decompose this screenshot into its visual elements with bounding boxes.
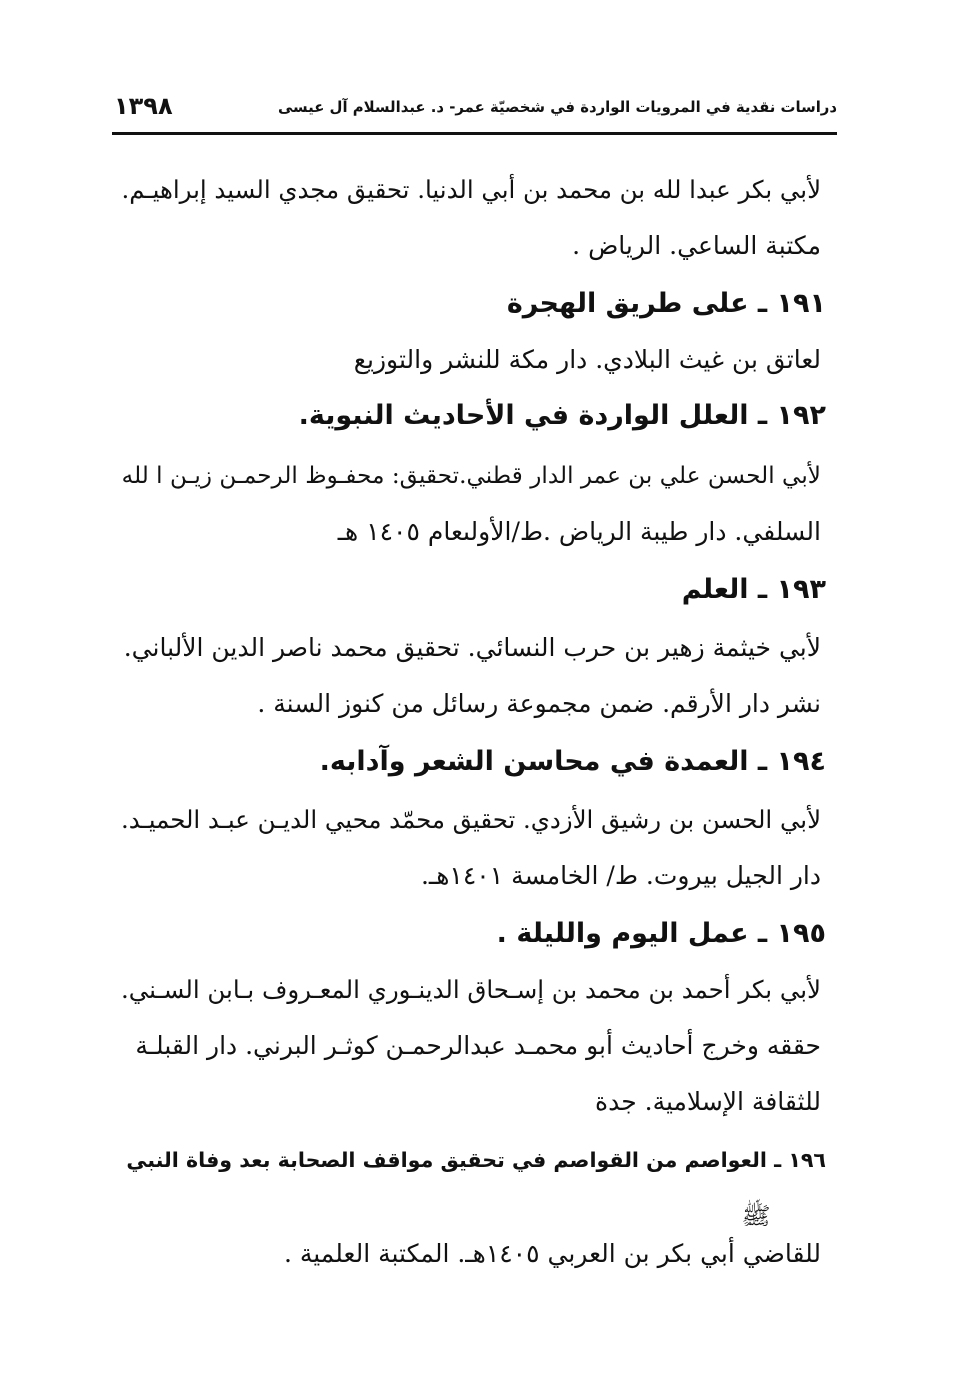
entry-190-author: لأبي بكر عبدا لله بن محمد بن أبي الدنيا. تحقيق مجدي السيد إبراهيـم.	[121, 175, 821, 204]
running-title: دراسات نقدية في المرويات الواردة في شخصيّة عمر- د. عبدالسلام آل عيسى	[277, 98, 837, 116]
entry-194-title: ١٩٤ ـ العمدة في محاسن الشعر وآدابه.	[319, 746, 826, 777]
page-number: ١٣٩٨	[114, 92, 173, 120]
entry-196-author: للقاضي أبي بكر بن العربي ١٤٠٥هـ. المكتبة العلمية .	[283, 1239, 821, 1268]
entry-193-publisher: نشر دار الأرقم. ضمن مجموعة رسائل من كنوز السنة .	[257, 689, 821, 718]
entry-191-title: ١٩١ ـ على طريق الهجرة	[506, 288, 826, 319]
entry-195-author: لأبي بكر أحمد بن محمد بن إسـحاق الدينـوري المعـروف بـابن السـني.	[120, 975, 821, 1004]
salawat-symbol: ﷺ	[741, 1202, 771, 1230]
entry-194-publisher: دار الجيل بيروت. ط/ الخامسة ١٤٠١هـ.	[420, 861, 821, 890]
entry-192-author: لأبي الحسن علي بن عمر الدار قطني.تحقيق: محفـوظ الرحمـن زيـن ا لله	[121, 462, 821, 489]
entry-194-author: لأبي الحسن بن رشيق الأزدي. تحقيق محمّد محيي الديـن عبـد الحميـد.	[121, 805, 821, 834]
page-header	[112, 92, 837, 135]
entry-192-title: ١٩٢ ـ العلل الواردة في الأحاديث النبوية.	[298, 400, 826, 431]
entry-193-author: لأبي خيثمة زهير بن حرب النسائي. تحقيق محمد ناصر الدين الألباني.	[123, 633, 821, 662]
entry-196-title: ١٩٦ ـ العواصم من القواصم في تحقيق مواقف الصحابة بعد وفاة النبي	[126, 1148, 826, 1172]
entry-193-title: ١٩٣ ـ العلم	[681, 574, 826, 605]
entry-195-title: ١٩٥ ـ عمل اليوم والليلة .	[496, 918, 826, 949]
entry-190-publisher: مكتبة الساعي. الرياض .	[572, 231, 821, 260]
entry-191-author: لعاتق بن غيث البلادي. دار مكة للنشر والتوزيع	[353, 345, 821, 374]
entry-195-publisher: للثقافة الإسلامية. جدة	[595, 1087, 821, 1116]
entry-192-publisher: السلفي. دار طيبة الرياض .ط/الأولىعام ١٤٠٥ هـ	[337, 517, 821, 546]
entry-195-editor: حققه وخرج أحاديث أبو محمـد عبدالرحمـن كوثـر البرني. دار القبلـة	[135, 1031, 821, 1060]
